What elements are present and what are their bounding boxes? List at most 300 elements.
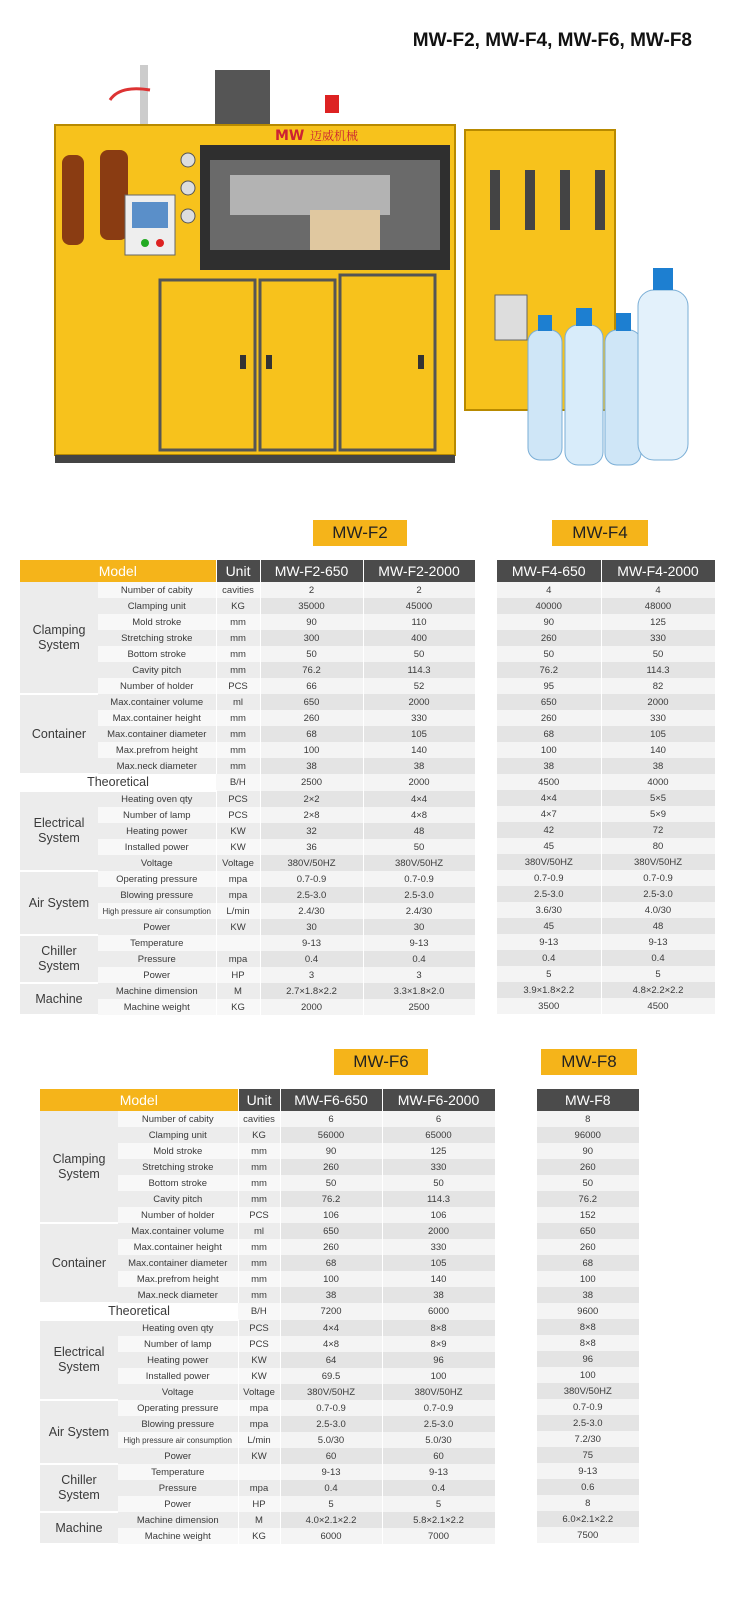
param-unit: mpa <box>216 951 260 967</box>
value-cell: 4×4 <box>497 790 601 806</box>
value-cell: 40000 <box>497 598 601 614</box>
param-label: Max.prefrom height <box>118 1271 238 1287</box>
value-cell: 38 <box>280 1287 382 1303</box>
section-electrical: Electrical System <box>40 1320 118 1400</box>
section-machine: Machine <box>40 1512 118 1544</box>
table-row <box>40 1512 495 1528</box>
param-unit: KG <box>216 999 260 1015</box>
value-cell: 75 <box>537 1447 639 1463</box>
table-row <box>537 1415 639 1431</box>
value-cell: 300 <box>260 630 363 646</box>
param-unit: ml <box>216 694 260 710</box>
param-unit: PCS <box>216 678 260 694</box>
value-cell: 3500 <box>497 998 601 1014</box>
table-row <box>497 662 715 678</box>
value-cell: 4500 <box>601 998 715 1014</box>
value-cell: 0.4 <box>280 1480 382 1496</box>
param-unit: mpa <box>238 1480 280 1496</box>
value-cell: 68 <box>497 726 601 742</box>
param-unit: ml <box>238 1223 280 1239</box>
warning-light <box>325 95 339 113</box>
value-cell: 50 <box>601 646 715 662</box>
table-row <box>537 1207 639 1223</box>
machine-illustration <box>40 60 730 480</box>
header-model-f2-1: MW-F2-2000 <box>363 560 475 582</box>
value-cell: 2000 <box>601 694 715 710</box>
value-cell: 106 <box>280 1207 382 1223</box>
value-cell: 2.5-3.0 <box>537 1415 639 1431</box>
table-row <box>537 1191 639 1207</box>
table-row <box>537 1367 639 1383</box>
param-unit: M <box>216 983 260 999</box>
value-cell: 50 <box>382 1175 495 1191</box>
table-row <box>497 710 715 726</box>
param-unit: KW <box>216 839 260 855</box>
value-cell: 0.4 <box>601 950 715 966</box>
param-unit: KW <box>216 823 260 839</box>
section-container: Container <box>40 1223 118 1303</box>
table-row <box>537 1127 639 1143</box>
section-theoretical: Theoretical <box>40 1303 238 1320</box>
param-unit: HP <box>238 1496 280 1512</box>
param-unit: PCS <box>238 1207 280 1223</box>
section-clamping: Clamping System <box>40 1111 118 1223</box>
value-cell: 100 <box>537 1367 639 1383</box>
value-cell: 76.2 <box>260 662 363 678</box>
spec-table-f6 <box>40 1089 496 1545</box>
value-cell: 100 <box>537 1271 639 1287</box>
value-cell: 0.7-0.9 <box>497 870 601 886</box>
value-cell: 65000 <box>382 1127 495 1143</box>
table-row <box>497 854 715 870</box>
param-unit: B/H <box>238 1303 280 1320</box>
table-row <box>537 1383 639 1399</box>
spec-table-f8 <box>537 1089 640 1543</box>
param-label: Blowing pressure <box>118 1416 238 1432</box>
param-unit: Voltage <box>238 1384 280 1400</box>
table-row <box>537 1223 639 1239</box>
table-row <box>537 1303 639 1319</box>
value-cell: 82 <box>601 678 715 694</box>
param-unit: mm <box>238 1159 280 1175</box>
value-cell: 2000 <box>382 1223 495 1239</box>
value-cell: 114.3 <box>363 662 475 678</box>
value-cell: 0.7-0.9 <box>601 870 715 886</box>
param-label: Clamping unit <box>118 1127 238 1143</box>
param-label: Max.container height <box>98 710 216 726</box>
param-unit: KW <box>238 1448 280 1464</box>
param-label: Machine dimension <box>118 1512 238 1528</box>
param-unit: L/min <box>238 1432 280 1448</box>
value-cell: 260 <box>260 710 363 726</box>
table-row <box>537 1287 639 1303</box>
param-label: Installed power <box>98 839 216 855</box>
param-label: Stretching stroke <box>98 630 216 646</box>
param-label: Machine weight <box>98 999 216 1015</box>
value-cell: 30 <box>260 919 363 935</box>
param-unit: mpa <box>216 871 260 887</box>
param-unit: mm <box>216 630 260 646</box>
table-row <box>497 598 715 614</box>
param-unit: PCS <box>216 791 260 807</box>
value-cell: 650 <box>280 1223 382 1239</box>
value-cell: 4×7 <box>497 806 601 822</box>
value-cell: 105 <box>601 726 715 742</box>
table-row <box>497 774 715 790</box>
param-label: Number of cabity <box>98 582 216 598</box>
header-unit: Unit <box>216 560 260 582</box>
param-unit: mm <box>238 1271 280 1287</box>
table-row <box>20 791 475 807</box>
param-label: Stretching stroke <box>118 1159 238 1175</box>
table-row <box>537 1495 639 1511</box>
header-model: Model <box>20 560 216 582</box>
param-label: High pressure air consumption <box>118 1432 238 1448</box>
section-clamping: Clamping System <box>20 582 98 694</box>
param-unit: L/min <box>216 903 260 919</box>
param-label: Operating pressure <box>98 871 216 887</box>
table-row <box>40 1223 495 1239</box>
value-cell: 5×9 <box>601 806 715 822</box>
table-row <box>497 822 715 838</box>
table-row <box>40 1320 495 1336</box>
value-cell: 7200 <box>280 1303 382 1320</box>
value-cell: 35000 <box>260 598 363 614</box>
value-cell: 9-13 <box>260 935 363 951</box>
param-label: Machine weight <box>118 1528 238 1544</box>
table-row <box>497 758 715 774</box>
value-cell: 64 <box>280 1352 382 1368</box>
table-row <box>20 871 475 887</box>
value-cell: 380V/50HZ <box>497 854 601 870</box>
table-row <box>497 950 715 966</box>
table-row <box>40 1464 495 1480</box>
table-row <box>497 726 715 742</box>
value-cell: 2.5-3.0 <box>497 886 601 902</box>
value-cell: 6000 <box>280 1528 382 1544</box>
value-cell: 650 <box>537 1223 639 1239</box>
value-cell: 9-13 <box>280 1464 382 1480</box>
param-label: Operating pressure <box>118 1400 238 1416</box>
table-row <box>40 1303 495 1320</box>
param-label: Cavity pitch <box>118 1191 238 1207</box>
section-container: Container <box>20 694 98 774</box>
value-cell: 45 <box>497 838 601 854</box>
param-label: Number of lamp <box>118 1336 238 1352</box>
value-cell: 0.6 <box>537 1479 639 1495</box>
value-cell: 152 <box>537 1207 639 1223</box>
param-unit: mm <box>238 1255 280 1271</box>
table-row <box>497 934 715 950</box>
param-unit: mm <box>238 1143 280 1159</box>
param-label: Number of holder <box>118 1207 238 1223</box>
spec-table-f4 <box>497 560 716 1014</box>
value-cell: 330 <box>363 710 475 726</box>
table-row <box>20 694 475 710</box>
value-cell: 45000 <box>363 598 475 614</box>
table-row <box>40 1400 495 1416</box>
param-unit: PCS <box>238 1336 280 1352</box>
group-label-f6: MW-F6 <box>334 1049 428 1075</box>
spec-table-f2 <box>20 560 476 1016</box>
table-row <box>537 1527 639 1543</box>
value-cell: 68 <box>537 1255 639 1271</box>
value-cell: 4.8×2.2×2.2 <box>601 982 715 998</box>
group-label-f2: MW-F2 <box>313 520 407 546</box>
value-cell: 2.5-3.0 <box>363 887 475 903</box>
value-cell: 0.7-0.9 <box>260 871 363 887</box>
value-cell: 76.2 <box>497 662 601 678</box>
value-cell: 100 <box>382 1368 495 1384</box>
table-row <box>497 902 715 918</box>
table-row <box>537 1479 639 1495</box>
value-cell: 2000 <box>260 999 363 1015</box>
table-row <box>497 614 715 630</box>
value-cell: 2500 <box>363 999 475 1015</box>
value-cell: 4×4 <box>363 791 475 807</box>
value-cell: 330 <box>601 630 715 646</box>
header-model-f8-0: MW-F8 <box>537 1089 639 1111</box>
value-cell: 260 <box>280 1159 382 1175</box>
param-unit: KG <box>238 1528 280 1544</box>
param-unit: mm <box>238 1191 280 1207</box>
table-row <box>497 630 715 646</box>
value-cell: 95 <box>497 678 601 694</box>
param-label: Pressure <box>98 951 216 967</box>
table-row <box>20 774 475 791</box>
value-cell: 50 <box>497 646 601 662</box>
value-cell: 76.2 <box>280 1191 382 1207</box>
param-unit: mpa <box>238 1416 280 1432</box>
param-label: Power <box>118 1496 238 1512</box>
table-row <box>537 1255 639 1271</box>
value-cell: 38 <box>260 758 363 774</box>
value-cell: 4×4 <box>280 1320 382 1336</box>
param-unit: KG <box>238 1127 280 1143</box>
value-cell: 90 <box>280 1143 382 1159</box>
value-cell: 105 <box>382 1255 495 1271</box>
value-cell: 30 <box>363 919 475 935</box>
table-row <box>537 1431 639 1447</box>
value-cell: 330 <box>382 1159 495 1175</box>
table-row <box>497 806 715 822</box>
value-cell: 5.0/30 <box>382 1432 495 1448</box>
section-air: Air System <box>20 871 98 935</box>
table-row <box>40 1111 495 1127</box>
table-row <box>497 998 715 1014</box>
param-label: Pressure <box>118 1480 238 1496</box>
table-row <box>497 870 715 886</box>
value-cell: 3 <box>363 967 475 983</box>
value-cell: 0.4 <box>260 951 363 967</box>
table-row <box>20 582 475 598</box>
value-cell: 2.4/30 <box>363 903 475 919</box>
param-label: Max.container volume <box>118 1223 238 1239</box>
value-cell: 90 <box>537 1143 639 1159</box>
value-cell: 68 <box>280 1255 382 1271</box>
table-row <box>537 1351 639 1367</box>
value-cell: 52 <box>363 678 475 694</box>
param-unit: mm <box>216 758 260 774</box>
value-cell: 5 <box>601 966 715 982</box>
param-unit: mpa <box>238 1400 280 1416</box>
table-row <box>497 646 715 662</box>
value-cell: 105 <box>363 726 475 742</box>
table-row <box>537 1159 639 1175</box>
param-unit: Voltage <box>216 855 260 871</box>
value-cell: 380V/50HZ <box>260 855 363 871</box>
table-row <box>497 742 715 758</box>
param-label: Max.neck diameter <box>98 758 216 774</box>
value-cell: 0.7-0.9 <box>382 1400 495 1416</box>
value-cell: 2000 <box>363 774 475 791</box>
value-cell: 2×2 <box>260 791 363 807</box>
value-cell: 60 <box>280 1448 382 1464</box>
value-cell: 140 <box>601 742 715 758</box>
param-label: Power <box>98 967 216 983</box>
param-label: Temperature <box>118 1464 238 1480</box>
param-label: Heating power <box>118 1352 238 1368</box>
param-unit: PCS <box>238 1320 280 1336</box>
value-cell: 56000 <box>280 1127 382 1143</box>
table-row <box>497 694 715 710</box>
value-cell: 4500 <box>497 774 601 790</box>
value-cell: 9600 <box>537 1303 639 1319</box>
section-electrical: Electrical System <box>20 791 98 871</box>
param-label: Max.prefrom height <box>98 742 216 758</box>
table-row <box>537 1447 639 1463</box>
value-cell: 50 <box>363 646 475 662</box>
param-unit: B/H <box>216 774 260 791</box>
param-unit: KW <box>216 919 260 935</box>
param-unit: KW <box>238 1352 280 1368</box>
table-row <box>20 983 475 999</box>
value-cell: 60 <box>382 1448 495 1464</box>
section-chiller: Chiller System <box>40 1464 118 1512</box>
param-unit: mm <box>238 1287 280 1303</box>
motor-unit <box>215 70 270 125</box>
param-unit: mm <box>216 742 260 758</box>
value-cell: 260 <box>537 1159 639 1175</box>
value-cell: 400 <box>363 630 475 646</box>
value-cell: 380V/50HZ <box>382 1384 495 1400</box>
section-machine: Machine <box>20 983 98 1015</box>
value-cell: 260 <box>537 1239 639 1255</box>
value-cell: 8×9 <box>382 1336 495 1352</box>
param-label: Power <box>98 919 216 935</box>
param-unit: mm <box>216 726 260 742</box>
param-label: Max.container height <box>118 1239 238 1255</box>
header-row <box>537 1089 639 1111</box>
param-label: Voltage <box>98 855 216 871</box>
table-row <box>497 918 715 934</box>
param-label: Heating power <box>98 823 216 839</box>
value-cell: 9-13 <box>382 1464 495 1480</box>
table-row <box>20 935 475 951</box>
value-cell: 3.6/30 <box>497 902 601 918</box>
value-cell: 2500 <box>260 774 363 791</box>
table-row <box>537 1271 639 1287</box>
param-unit: KW <box>238 1368 280 1384</box>
value-cell: 80 <box>601 838 715 854</box>
value-cell: 2.5-3.0 <box>601 886 715 902</box>
value-cell: 2.5-3.0 <box>382 1416 495 1432</box>
header-model: Model <box>40 1089 238 1111</box>
table-row <box>537 1143 639 1159</box>
value-cell: 50 <box>280 1175 382 1191</box>
param-unit <box>238 1464 280 1480</box>
table-row <box>537 1175 639 1191</box>
value-cell: 2 <box>363 582 475 598</box>
value-cell: 50 <box>363 839 475 855</box>
value-cell: 650 <box>497 694 601 710</box>
value-cell: 260 <box>280 1239 382 1255</box>
value-cell: 38 <box>601 758 715 774</box>
brand-logo-mark: MW <box>275 128 305 144</box>
value-cell: 48 <box>601 918 715 934</box>
table-row <box>537 1239 639 1255</box>
value-cell: 8×8 <box>537 1319 639 1335</box>
param-label: Number of cabity <box>118 1111 238 1127</box>
value-cell: 4.0×2.1×2.2 <box>280 1512 382 1528</box>
value-cell: 4000 <box>601 774 715 790</box>
value-cell: 2.5-3.0 <box>280 1416 382 1432</box>
table-row <box>497 982 715 998</box>
value-cell: 45 <box>497 918 601 934</box>
header-model-f6-0: MW-F6-650 <box>280 1089 382 1111</box>
value-cell: 2.4/30 <box>260 903 363 919</box>
param-unit: mm <box>216 710 260 726</box>
value-cell: 8 <box>537 1111 639 1127</box>
brand-name-cn: 迈威机械 <box>310 129 359 143</box>
value-cell: 114.3 <box>382 1191 495 1207</box>
value-cell: 90 <box>260 614 363 630</box>
param-label: Bottom stroke <box>98 646 216 662</box>
value-cell: 9-13 <box>497 934 601 950</box>
group-label-f8: MW-F8 <box>541 1049 637 1075</box>
param-unit: mm <box>216 662 260 678</box>
value-cell: 5.0/30 <box>280 1432 382 1448</box>
value-cell: 7000 <box>382 1528 495 1544</box>
value-cell: 380V/50HZ <box>537 1383 639 1399</box>
value-cell: 260 <box>497 710 601 726</box>
param-label: Max.neck diameter <box>118 1287 238 1303</box>
value-cell: 66 <box>260 678 363 694</box>
param-label: Heating oven qty <box>118 1320 238 1336</box>
param-label: Max.container volume <box>98 694 216 710</box>
value-cell: 42 <box>497 822 601 838</box>
value-cell: 106 <box>382 1207 495 1223</box>
table-row <box>497 886 715 902</box>
header-unit: Unit <box>238 1089 280 1111</box>
value-cell: 125 <box>601 614 715 630</box>
param-unit: M <box>238 1512 280 1528</box>
value-cell: 9-13 <box>537 1463 639 1479</box>
table-row <box>537 1463 639 1479</box>
value-cell: 50 <box>260 646 363 662</box>
value-cell: 0.7-0.9 <box>537 1399 639 1415</box>
value-cell: 48000 <box>601 598 715 614</box>
value-cell: 9-13 <box>601 934 715 950</box>
param-unit: HP <box>216 967 260 983</box>
value-cell: 36 <box>260 839 363 855</box>
value-cell: 8 <box>537 1495 639 1511</box>
table-row <box>537 1111 639 1127</box>
section-chiller: Chiller System <box>20 935 98 983</box>
param-unit: mpa <box>216 887 260 903</box>
table-row <box>537 1335 639 1351</box>
value-cell: 8×8 <box>382 1320 495 1336</box>
